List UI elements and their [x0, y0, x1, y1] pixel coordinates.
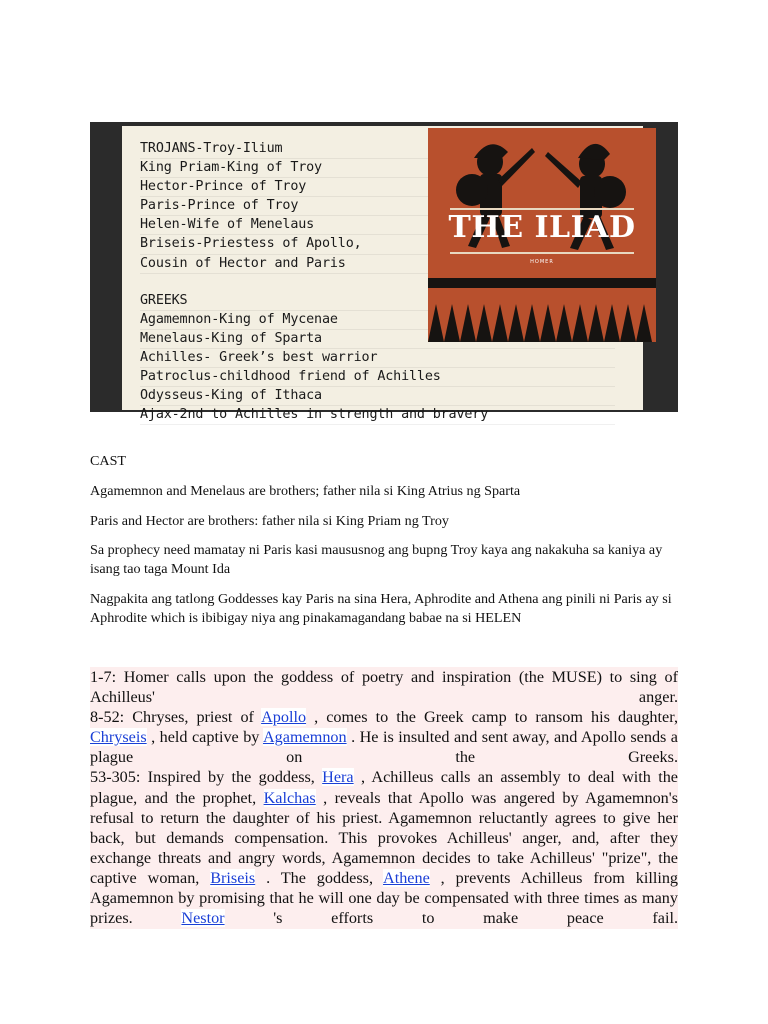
summary-text: , held captive by [146, 728, 263, 747]
note-paragraph: Agamemnon and Menelaus are brothers; father nila si King Atrius ng Sparta [90, 483, 521, 499]
link-hera[interactable]: Hera [322, 768, 354, 787]
summary-text: . The goddess, [255, 868, 384, 887]
link-briseis[interactable]: Briseis [210, 868, 256, 887]
link-agamemnon[interactable]: Agamemnon [262, 728, 347, 747]
summary-text: 's efforts to make peace fail. [224, 909, 678, 928]
summary-text: 8-52: Chryses, priest of [90, 708, 262, 727]
summary-text: 1-7: Homer calls upon the goddess of poetry and inspiration (the MUSE) to sing of Achilleus' anger. [90, 668, 678, 707]
iliad-cast-banner-image [90, 122, 678, 423]
link-athene[interactable]: Athene [383, 868, 430, 887]
summary-text: , reveals that Apollo was angered by Agamemnon's refusal to return the daughter of his priest. Agamemnon reluctantly agrees to give her back, but demands compensation. This provokes Achilleus' anger, and, after they exchange threats and angry words, Agamemnon decides to take Achilleus' "prize", the captive woman, [90, 788, 678, 887]
cast-line: Ajax-2nd to Achilles in strength and bravery [140, 406, 615, 425]
iliad-book1-summary [90, 667, 678, 929]
note-paragraph: Paris and Hector are brothers: father nila si King Priam ng Troy [90, 513, 449, 529]
cast-line: Briseis-Priestess of Apollo, [140, 235, 615, 254]
cast-line: Odysseus-King of Ithaca [140, 387, 615, 406]
summary-line-8-52 [90, 707, 678, 767]
cast-line: Hector-Prince of Troy [140, 178, 615, 197]
summary-text: 53-305: Inspired by the goddess, [90, 768, 323, 787]
cover-title: THE ILIAD [448, 210, 636, 245]
link-nestor[interactable]: Nestor [181, 909, 225, 928]
cast-line: Menelaus-King of Sparta [140, 330, 615, 349]
link-kalchas[interactable]: Kalchas [263, 788, 316, 807]
summary-line-53-305 [90, 767, 678, 928]
cast-line: GREEKS [140, 292, 615, 311]
note-paragraph: Sa prophecy need mamatay ni Paris kasi maususnog ang bupng Troy kaya ang nakakuha sa kaniya ay isang tao taga Mount Ida [90, 542, 663, 577]
link-apollo[interactable]: Apollo [261, 708, 307, 727]
cast-line: Agamemnon-King of Mycenae [140, 311, 615, 330]
summary-text: , Achilleus calls an assembly to deal with the plague, and the prophet, [90, 768, 678, 807]
cast-line: Cousin of Hector and Paris [140, 255, 615, 274]
summary-text: , comes to the Greek camp to ransom his daughter, [306, 708, 678, 727]
summary-text: , prevents Achilleus from killing Agamemnon by promising that he will one day be compensated with three times as many prizes. [90, 868, 679, 928]
note-paragraph: Nagpakita ang tatlong Goddesses kay Paris na sina Hera, Aphrodite and Athena ang pinili ni Paris ay si Aphrodite which is ibibigay niya ang pinakamagandang babae na si HELEN [90, 591, 672, 626]
cast-line: Patroclus-childhood friend of Achilles [140, 368, 615, 387]
summary-text: . He is insulted and sent away, and Apollo sends a plague on the Greeks. [90, 728, 678, 767]
cast-line: TROJANS-Troy-Ilium [140, 140, 615, 159]
cast-heading: CAST [90, 453, 127, 469]
cover-author: HOMER [530, 259, 554, 265]
summary-line-1-7 [90, 667, 678, 707]
cast-line: Achilles- Greek’s best warrior [140, 349, 615, 368]
cast-line: Paris-Prince of Troy [140, 197, 615, 216]
cast-line: King Priam-King of Troy [140, 159, 615, 178]
link-chryseis[interactable]: Chryseis [90, 728, 147, 747]
cast-list-panel [122, 126, 643, 423]
cast-line: Helen-Wife of Menelaus [140, 216, 615, 235]
iliad-book-cover [428, 128, 656, 342]
